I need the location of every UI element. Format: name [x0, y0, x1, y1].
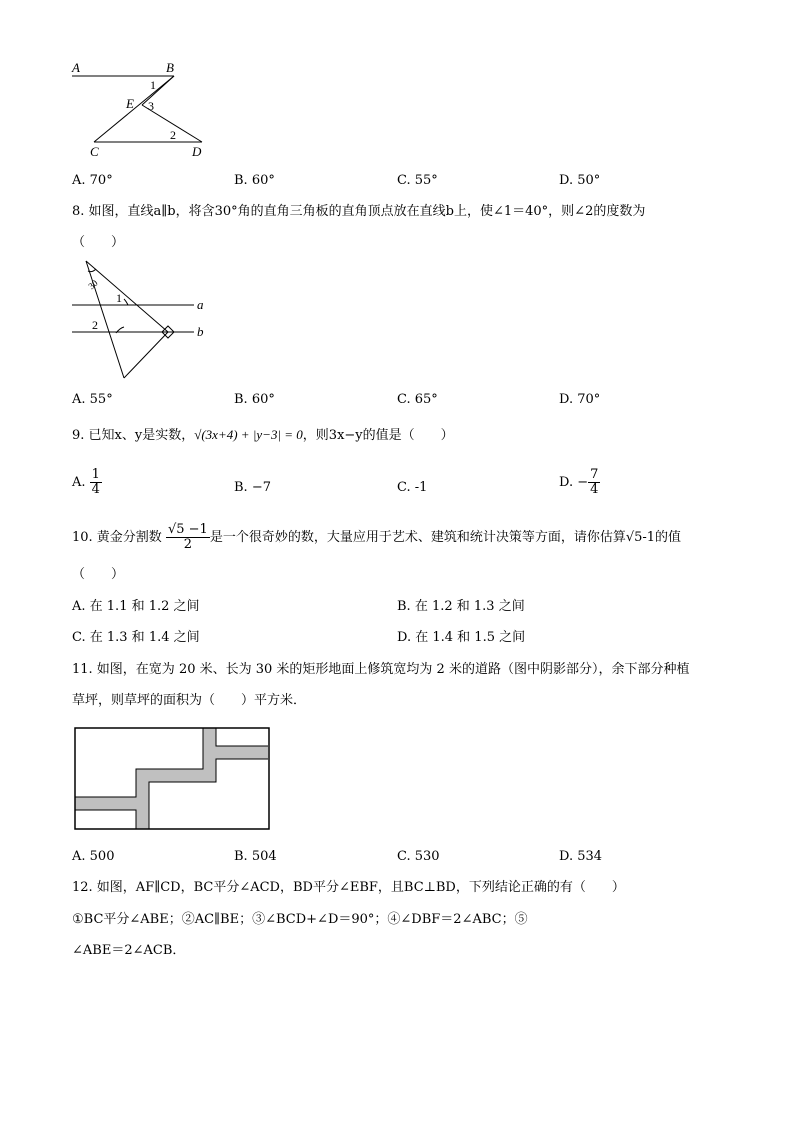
label-C: C — [90, 144, 99, 159]
q12-stem-line1: 12. 如图，AF∥CD，BC平分∠ACD，BD平分∠EBF，且BC⊥BD，下列结论正确的有（ ） — [72, 880, 625, 895]
q9-question: ，则3x−y的值是（ ） — [302, 428, 454, 443]
q8-stem: 8. 如图，直线a∥b，将含30°角的直角三角板的直角顶点放在直线b上，使∠1＝40°，则∠2的度数为 — [72, 204, 646, 219]
line-b-label: b — [197, 324, 204, 339]
q10-fraction: $\frac{√5 -1}{2}$ — [167, 522, 208, 552]
q12-stem-line2: ①BC平分∠ABE；②AC∥BE；③∠BCD+∠D＝90°；④∠DBF＝2∠ABC；⑤ — [72, 912, 528, 927]
label-1: 1 — [150, 78, 156, 92]
q10-prefix: 10. 黄金分割数 — [72, 530, 162, 545]
q9-stem — [72, 427, 454, 444]
q9-prefix: 9. 已知x、y是实数， — [72, 428, 195, 443]
angle-1-label: 1 — [116, 291, 122, 305]
label-B: B — [166, 60, 174, 75]
q9-expression: √(3x+4) + |y−3| = 0 — [194, 427, 303, 442]
label-3: 3 — [148, 99, 154, 113]
road-shading — [75, 728, 268, 829]
q9-option-b: B. −7 — [234, 480, 271, 495]
q11-figure — [73, 726, 271, 832]
q10-stem — [72, 523, 681, 552]
label-2: 2 — [170, 128, 176, 142]
q11-option-d: D. 534 — [559, 849, 603, 864]
label-E: E — [126, 96, 134, 111]
q7-option-d: D. 50° — [559, 173, 601, 188]
q7-option-c: C. 55° — [397, 173, 438, 188]
q10-paren: （ ） — [72, 567, 125, 582]
q9-option-d: D. − $\frac{7}{4}$ — [559, 467, 599, 497]
q8-option-d: D. 70° — [559, 392, 601, 407]
q8-figure — [66, 255, 216, 385]
angle-2-label: 2 — [92, 318, 98, 332]
q9-option-a: A. $\frac{1}{4}$ — [72, 467, 100, 497]
label-A: A — [72, 60, 80, 75]
q8-option-a: A. 55° — [72, 392, 113, 407]
q10-option-a: A. 在 1.1 和 1.2 之间 — [72, 599, 200, 614]
q8-option-b: B. 60° — [234, 392, 275, 407]
q7-option-b: B. 60° — [234, 173, 275, 188]
q10-suffix: 是一个很奇妙的数，大量应用于艺术、建筑和统计决策等方面，请你估算√5-1的值 — [209, 530, 682, 545]
q11-option-c: C. 530 — [397, 849, 440, 864]
q10-option-b: B. 在 1.2 和 1.3 之间 — [397, 599, 525, 614]
q10-option-d: D. 在 1.4 和 1.5 之间 — [397, 630, 526, 645]
q9-option-a-fraction: $\frac{1}{4}$ — [91, 467, 100, 497]
q7-figure — [66, 60, 216, 164]
label-D: D — [192, 144, 202, 159]
q7-option-a: A. 70° — [72, 173, 113, 188]
q11-option-b: B. 504 — [234, 849, 277, 864]
q8-paren: （ ） — [72, 235, 125, 250]
q11-stem-line2: 草坪，则草坪的面积为（ ）平方米． — [72, 693, 307, 708]
q11-stem-line1: 11. 如图，在宽为 20 米、长为 30 米的矩形地面上修筑宽均为 2 米的道路（图中阴影部分），余下部分种植 — [72, 662, 690, 677]
q8-option-c: C. 65° — [397, 392, 438, 407]
line-a-label: a — [197, 297, 204, 312]
q9-option-c: C. -1 — [397, 480, 428, 495]
q9-option-d-fraction: $\frac{7}{4}$ — [590, 467, 599, 497]
q12-stem-line3: ∠ABE＝2∠ACB． — [72, 943, 186, 958]
q11-option-a: A. 500 — [72, 849, 115, 864]
q10-option-c: C. 在 1.3 和 1.4 之间 — [72, 630, 200, 645]
angle-30-label: 30 — [86, 277, 100, 292]
